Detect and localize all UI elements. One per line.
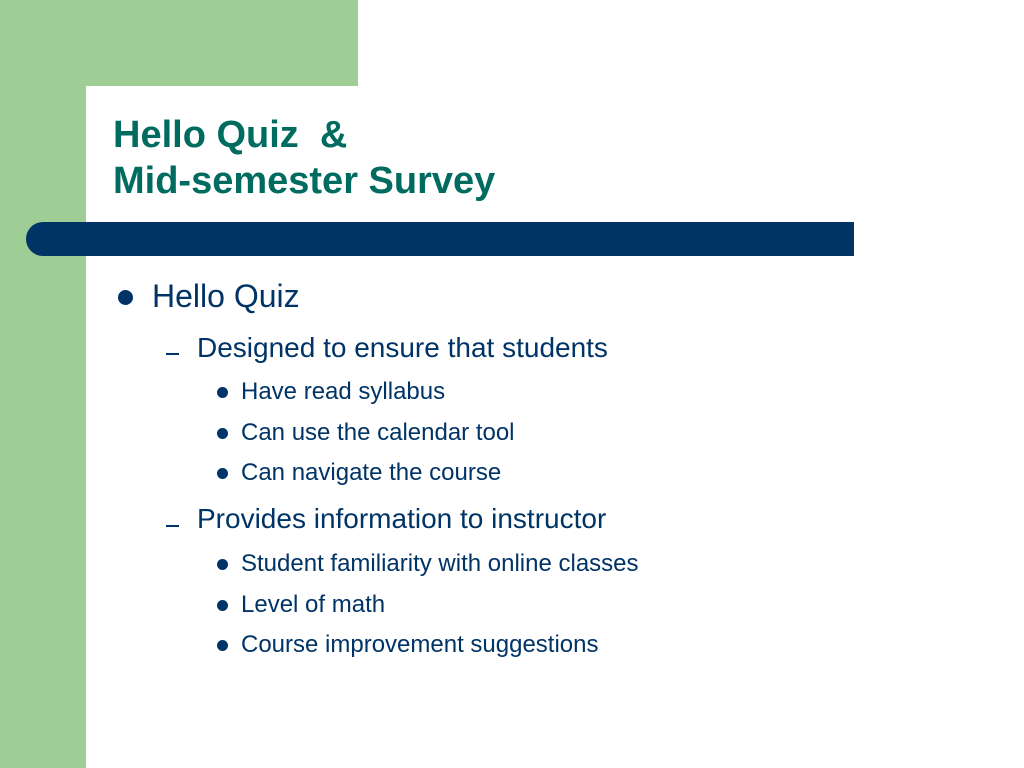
title-line-2: Mid-semester Survey	[113, 160, 496, 202]
list-item: Can navigate the course	[241, 459, 502, 486]
bullet-hello-quiz: Hello Quiz	[152, 278, 300, 314]
bullet-dot	[217, 559, 228, 570]
sub-bullet-provides: Provides information to instructor	[197, 503, 607, 534]
sub-bullet-designed: Designed to ensure that students	[197, 332, 608, 363]
bullet-dot	[118, 290, 133, 305]
bullet-dot	[217, 640, 228, 651]
list-item: Can use the calendar tool	[241, 419, 515, 446]
bullet-dot	[217, 468, 228, 479]
list-item: Student familiarity with online classes	[241, 550, 639, 577]
list-item: Level of math	[241, 591, 386, 618]
list-item: Course improvement suggestions	[241, 631, 599, 658]
bullet-dot	[217, 387, 228, 398]
bullet-dot	[217, 600, 228, 611]
list-item: Have read syllabus	[241, 378, 446, 405]
dash-bullet	[166, 353, 179, 355]
dash-bullet	[166, 525, 179, 527]
title-line-1: Hello Quiz &	[113, 114, 348, 156]
bullet-dot	[217, 428, 228, 439]
